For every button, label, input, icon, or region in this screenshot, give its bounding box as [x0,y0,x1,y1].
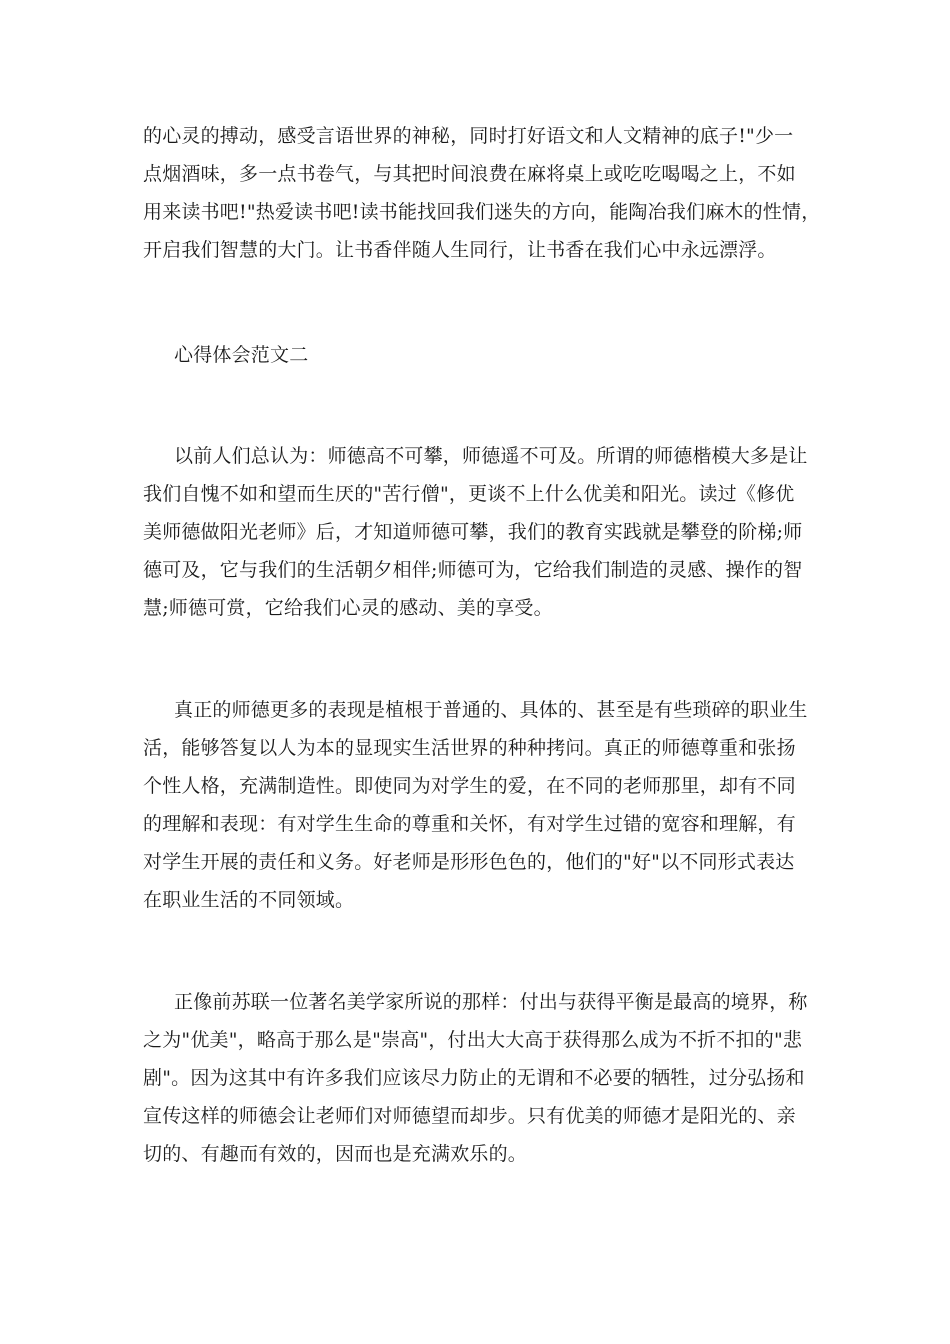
paragraph-line: 宣传这样的师德会让老师们对师德望而却步。只有优美的师德才是阳光的、亲 [143,1105,796,1127]
paragraph-line: 真正的师德更多的表现是植根于普通的、具体的、甚至是有些琐碎的职业生 [174,699,808,721]
paragraph-line: 点烟酒味，多一点书卷气，与其把时间浪费在麻将桌上或吃吃喝喝之上，不如 [143,163,796,185]
paragraph-line: 用来读书吧!"热爱读书吧!读书能找回我们迷失的方向，能陶冶我们麻木的性情， [143,201,821,223]
paragraph-line: 在职业生活的不同领域。 [143,889,355,911]
paragraph-line: 德可及，它与我们的生活朝夕相伴;师德可为，它给我们制造的灵感、操作的智 [143,559,803,581]
paragraph-line: 对学生开展的责任和义务。好老师是形形色色的，他们的"好"以不同形式表达 [143,851,795,873]
paragraph-line: 正像前苏联一位著名美学家所说的那样：付出与获得平衡是最高的境界，称 [174,991,808,1013]
section-heading: 心得体会范文二 [174,344,309,366]
paragraph-line: 美师德做阳光老师》后，才知道师德可攀，我们的教育实践就是攀登的阶梯;师 [143,521,803,543]
paragraph-line: 开启我们智慧的大门。让书香伴随人生同行，让书香在我们心中永远漂浮。 [143,239,777,261]
paragraph-line: 活，能够答复以人为本的显现实生活世界的种种拷问。真正的师德尊重和张扬 [143,737,796,759]
paragraph-line: 以前人们总认为：师德高不可攀，师德遥不可及。所谓的师德楷模大多是让 [174,445,808,467]
paragraph-line: 慧;师德可赏，它给我们心灵的感动、美的享受。 [143,597,553,619]
paragraph-line: 之为"优美"，略高于那么是"崇高"，付出大大高于获得那么成为不折不扣的"悲 [143,1029,803,1051]
paragraph-line: 个性人格，充满制造性。即使同为对学生的爱，在不同的老师那里，却有不同 [143,775,796,797]
paragraph-line: 切的、有趣而有效的，因而也是充满欢乐的。 [143,1143,528,1165]
paragraph-line: 的心灵的搏动，感受言语世界的神秘，同时打好语文和人文精神的底子!"少一 [143,125,794,147]
paragraph-line: 我们自愧不如和望而生厌的"苦行僧"，更谈不上什么优美和阳光。读过《修优 [143,483,795,505]
paragraph-line: 剧"。因为这其中有许多我们应该尽力防止的无谓和不必要的牺牲，过分弘扬和 [143,1067,805,1089]
paragraph-line: 的理解和表现：有对学生生命的尊重和关怀，有对学生过错的宽容和理解，有 [143,813,796,835]
